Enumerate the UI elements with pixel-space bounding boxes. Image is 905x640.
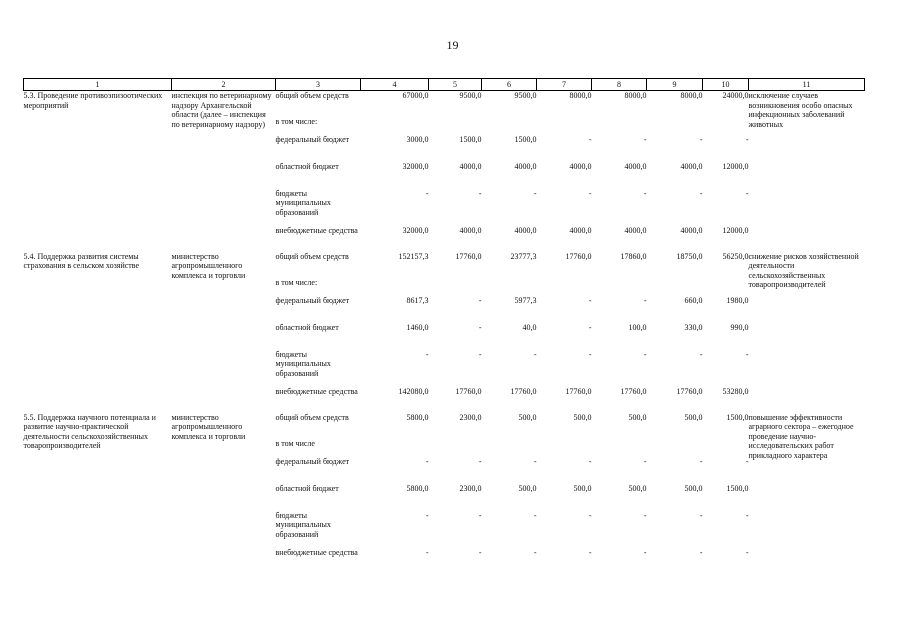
funding-source: внебюджетные средства xyxy=(275,225,358,235)
event-name: 5.3. Проведение противоэпизоотических мероприятий xyxy=(23,91,163,110)
amount-cell: 500,0 xyxy=(628,483,647,493)
amount-cell xyxy=(592,439,647,457)
amount-cell: 330,0 xyxy=(684,322,703,332)
amount-cell: 5800,0 xyxy=(406,483,429,493)
amount-cell: - xyxy=(588,134,592,144)
funding-source: бюджеты муниципальных образований xyxy=(275,349,331,378)
table-body xyxy=(24,91,865,574)
funding-source: бюджеты муниципальных образований xyxy=(275,510,331,539)
amount-cell: 500,0 xyxy=(573,412,592,422)
amount-cell: - xyxy=(643,134,647,144)
amount-cell: 8617,3 xyxy=(406,295,429,305)
amount-cell: 500,0 xyxy=(518,483,537,493)
funding-source: областной бюджет xyxy=(275,322,339,332)
executor-name: инспекция по ветеринарному надзору Архангельской области (далее – инспекция по ветеринарному надзору) xyxy=(171,91,272,129)
amount-cell: 23777,3 xyxy=(510,251,537,261)
amount-cell: 4000,0 xyxy=(459,225,482,235)
amount-cell xyxy=(361,439,429,457)
amount-cell: 500,0 xyxy=(684,483,703,493)
amount-cell: 8000,0 xyxy=(680,91,703,100)
amount-cell: - xyxy=(425,349,429,359)
amount-cell: 9500,0 xyxy=(514,91,537,100)
amount-cell: - xyxy=(425,547,429,557)
amount-cell xyxy=(361,117,429,135)
column-number: 5 xyxy=(429,79,482,91)
amount-cell xyxy=(537,117,592,135)
amount-cell: 1980,0 xyxy=(726,295,749,305)
amount-cell: - xyxy=(745,188,749,198)
amount-cell xyxy=(429,117,482,135)
amount-cell: 1460,0 xyxy=(406,322,429,332)
amount-cell: - xyxy=(478,188,482,198)
amount-cell: - xyxy=(588,510,592,520)
amount-cell: - xyxy=(478,456,482,466)
amount-cell xyxy=(537,439,592,457)
amount-cell: - xyxy=(699,188,703,198)
amount-cell: - xyxy=(699,349,703,359)
amount-cell: 53280,0 xyxy=(722,386,749,396)
funding-source: внебюджетные средства xyxy=(275,547,358,557)
amount-cell: - xyxy=(478,322,482,332)
amount-cell xyxy=(361,278,429,296)
amount-cell: 5800,0 xyxy=(406,412,429,422)
amount-cell: - xyxy=(643,349,647,359)
amount-cell: 24000,0 xyxy=(722,91,749,100)
amount-cell: - xyxy=(643,510,647,520)
amount-cell xyxy=(482,117,537,135)
funding-source: общий объем средств xyxy=(275,412,349,422)
funding-source: общий объем средств xyxy=(275,91,349,100)
amount-cell: 17760,0 xyxy=(510,386,537,396)
amount-cell: 1500,0 xyxy=(726,483,749,493)
event-name: 5.4. Поддержка развития системы страхования в сельском хозяйстве xyxy=(23,251,140,270)
amount-cell: - xyxy=(745,510,749,520)
amount-cell: 17760,0 xyxy=(455,251,482,261)
amount-cell xyxy=(429,439,482,457)
amount-cell: 100,0 xyxy=(628,322,647,332)
amount-cell: - xyxy=(425,456,429,466)
column-number: 6 xyxy=(482,79,537,91)
funding-source: общий объем средств xyxy=(275,251,349,261)
amount-cell: 17860,0 xyxy=(620,251,647,261)
amount-cell: 12000,0 xyxy=(722,225,749,235)
amount-cell: 56250,0 xyxy=(722,251,749,261)
amount-cell: - xyxy=(588,188,592,198)
column-number: 2 xyxy=(172,79,276,91)
amount-cell: 17760,0 xyxy=(455,386,482,396)
amount-cell: - xyxy=(699,547,703,557)
amount-cell xyxy=(703,117,749,135)
amount-cell: 2300,0 xyxy=(459,483,482,493)
funding-source: федеральный бюджет xyxy=(275,456,350,466)
amount-cell: - xyxy=(745,134,749,144)
amount-cell: 17760,0 xyxy=(676,386,703,396)
column-number: 1 xyxy=(24,79,172,91)
amount-cell xyxy=(647,439,703,457)
amount-cell: - xyxy=(478,510,482,520)
expected-result: снижение рисков хозяйственной деятельности сельскохозяйственных товаропроизводителей xyxy=(748,251,859,289)
expected-result: исключение случаев возникновения особо опасных инфекционных заболеваний животных xyxy=(748,91,853,129)
amount-cell: 1500,0 xyxy=(514,134,537,144)
column-number: 9 xyxy=(647,79,703,91)
page-number: 19 xyxy=(446,38,459,52)
column-number: 7 xyxy=(537,79,592,91)
amount-cell: - xyxy=(588,295,592,305)
funding-source: областной бюджет xyxy=(275,483,339,493)
amount-cell xyxy=(592,278,647,296)
amount-cell: - xyxy=(699,456,703,466)
amount-cell xyxy=(537,278,592,296)
amount-cell: - xyxy=(699,134,703,144)
funding-row xyxy=(24,413,865,439)
column-number: 4 xyxy=(361,79,429,91)
amount-cell: 142080,0 xyxy=(398,386,429,396)
amount-cell xyxy=(429,278,482,296)
amount-cell: 4000,0 xyxy=(624,161,647,171)
amount-cell: 32000,0 xyxy=(402,225,429,235)
column-number-row xyxy=(24,79,865,91)
amount-cell: 2300,0 xyxy=(459,412,482,422)
funding-source: областной бюджет xyxy=(275,161,339,171)
amount-cell: - xyxy=(643,295,647,305)
amount-cell: - xyxy=(745,456,749,466)
amount-cell: - xyxy=(745,349,749,359)
amount-cell: - xyxy=(533,547,537,557)
amount-cell: - xyxy=(533,188,537,198)
amount-cell: 9500,0 xyxy=(459,91,482,100)
amount-cell: - xyxy=(588,456,592,466)
amount-cell: 500,0 xyxy=(684,412,703,422)
amount-cell: 17760,0 xyxy=(565,251,592,261)
amount-cell: 990,0 xyxy=(730,322,749,332)
amount-cell: 500,0 xyxy=(573,483,592,493)
amount-cell: - xyxy=(533,510,537,520)
amount-cell: - xyxy=(699,510,703,520)
amount-cell: 4000,0 xyxy=(680,161,703,171)
amount-cell xyxy=(592,117,647,135)
amount-cell: - xyxy=(478,547,482,557)
amount-cell: 8000,0 xyxy=(569,91,592,100)
amount-cell: 152157,3 xyxy=(398,251,429,261)
amount-cell: 17760,0 xyxy=(565,386,592,396)
amount-cell xyxy=(482,278,537,296)
amount-cell: 500,0 xyxy=(628,412,647,422)
amount-cell xyxy=(647,117,703,135)
funding-source: федеральный бюджет xyxy=(275,295,350,305)
amount-cell: - xyxy=(425,510,429,520)
funding-source: внебюджетные средства xyxy=(275,386,358,396)
amount-cell: 4000,0 xyxy=(514,161,537,171)
amount-cell: - xyxy=(643,456,647,466)
amount-cell: 5977,3 xyxy=(514,295,537,305)
column-number: 3 xyxy=(276,79,361,91)
amount-cell: - xyxy=(478,349,482,359)
amount-cell: 4000,0 xyxy=(569,161,592,171)
amount-cell: 500,0 xyxy=(518,412,537,422)
amount-cell: 4000,0 xyxy=(680,225,703,235)
amount-cell: 18750,0 xyxy=(676,251,703,261)
amount-cell xyxy=(647,278,703,296)
amount-cell: 4000,0 xyxy=(459,161,482,171)
amount-cell: 32000,0 xyxy=(402,161,429,171)
expected-result: повышение эффективности аграрного сектора – ежегодное проведение научно-исследовательских работ прикладного характера xyxy=(748,412,854,460)
column-number: 10 xyxy=(703,79,749,91)
event-name: 5.5. Поддержка научного потенциала и развитие научно-практической деятельности сельскохозяйственных товаропроизводителей xyxy=(23,412,156,450)
amount-cell: 4000,0 xyxy=(514,225,537,235)
amount-cell: - xyxy=(588,349,592,359)
funding-source: в том числе xyxy=(275,438,315,448)
funding-source: бюджеты муниципальных образований xyxy=(275,188,331,217)
amount-cell xyxy=(703,278,749,296)
funding-source: в том числе: xyxy=(275,116,318,126)
amount-cell: - xyxy=(533,456,537,466)
amount-cell: 8000,0 xyxy=(624,91,647,100)
amount-cell: 17760,0 xyxy=(620,386,647,396)
amount-cell: - xyxy=(425,188,429,198)
funding-row xyxy=(24,91,865,117)
amount-cell: - xyxy=(643,188,647,198)
executor-name: министерство агропромышленного комплекса и торговли xyxy=(171,251,246,280)
program-table xyxy=(23,78,865,574)
funding-row xyxy=(24,252,865,278)
amount-cell: - xyxy=(745,547,749,557)
amount-cell: 4000,0 xyxy=(569,225,592,235)
amount-cell: 67000,0 xyxy=(402,91,429,100)
column-number: 8 xyxy=(592,79,647,91)
amount-cell: 12000,0 xyxy=(722,161,749,171)
amount-cell xyxy=(703,439,749,457)
amount-cell: 3000,0 xyxy=(406,134,429,144)
amount-cell: 4000,0 xyxy=(624,225,647,235)
amount-cell xyxy=(482,439,537,457)
amount-cell: - xyxy=(478,295,482,305)
amount-cell: - xyxy=(643,547,647,557)
amount-cell: 660,0 xyxy=(684,295,703,305)
column-number: 11 xyxy=(749,79,865,91)
amount-cell: - xyxy=(533,349,537,359)
funding-source: в том числе: xyxy=(275,277,318,287)
funding-source: федеральный бюджет xyxy=(275,134,350,144)
amount-cell: - xyxy=(588,322,592,332)
amount-cell: 40,0 xyxy=(522,322,537,332)
executor-name: министерство агропромышленного комплекса и торговли xyxy=(171,412,246,441)
amount-cell: 1500,0 xyxy=(459,134,482,144)
amount-cell: 1500,0 xyxy=(726,412,749,422)
amount-cell: - xyxy=(588,547,592,557)
